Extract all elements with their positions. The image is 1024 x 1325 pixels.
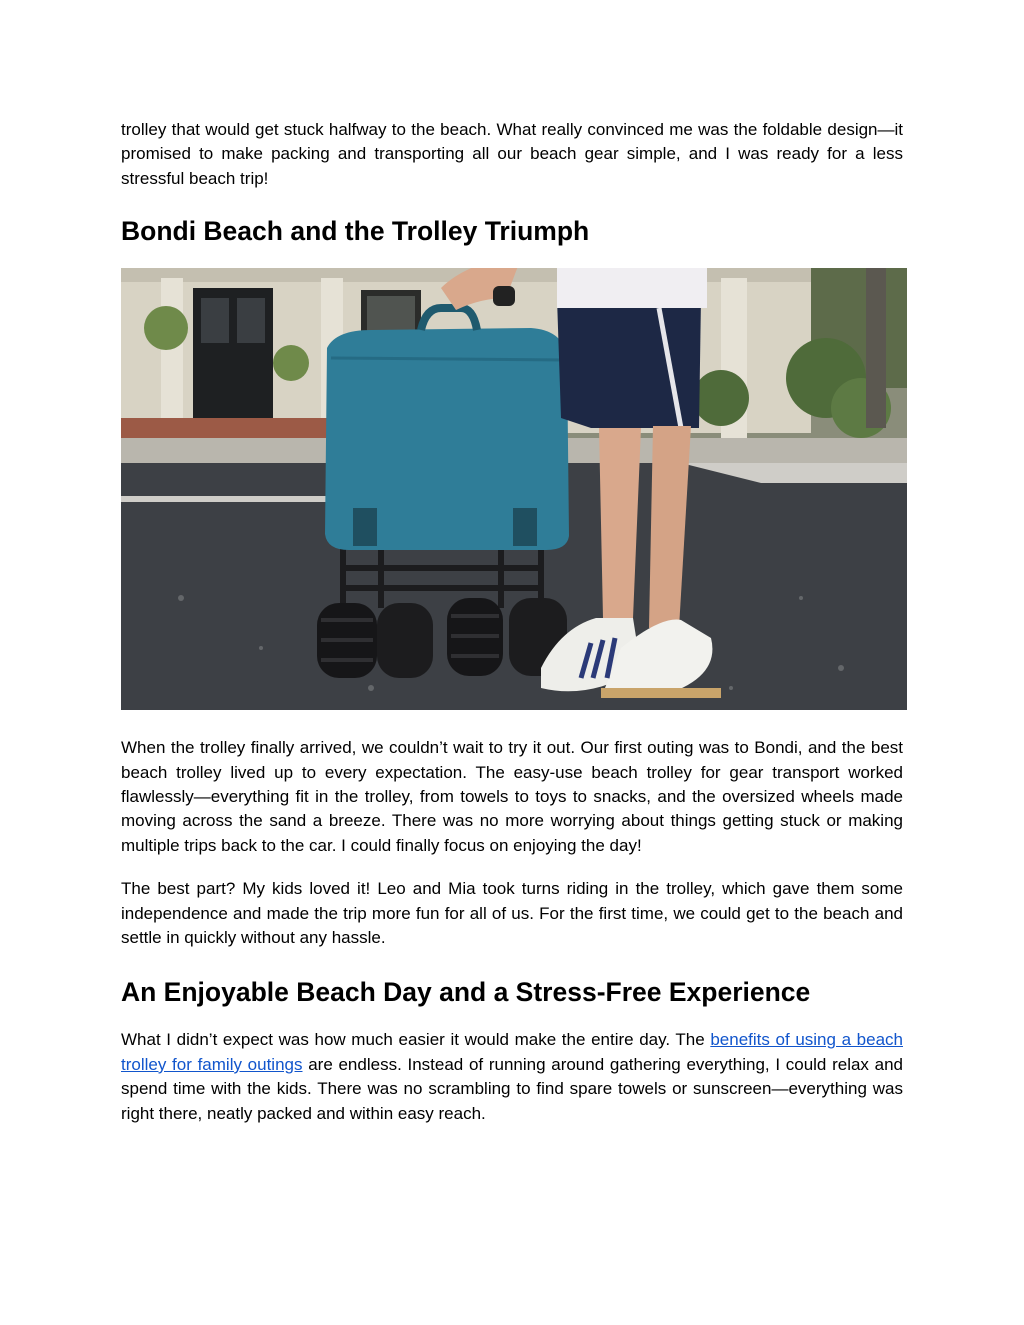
document-page [121,118,903,1126]
section-heading-enjoyable: An Enjoyable Beach Day and a Stress-Free Experience [121,977,811,1008]
enjoyable-paragraph-end: are endless. Instead of running around gathering everything, I could relax and spend time with the kids. There was no scrambling to find spare towels or sunscreen—everything was right there, neatly packed and within easy reach. [121,1054,903,1123]
trolley-photo [121,268,907,710]
intro-paragraph: trolley that would get stuck halfway to the beach. What really convinced me was the foldable design—it promised to make packing and transporting all our beach gear simple, and I was ready for a less stressful beach trip! [121,120,903,188]
enjoyable-paragraph-start: What I didn’t expect was how much easier it would make the entire day. The [121,1030,711,1050]
bondi-paragraph-2: The best part? My kids loved it! Leo and Mia took turns riding in the trolley, which gave them some independence and made the trip more fun for all of us. For the first time, we could get to the beach and settle in quickly without any hassle. [121,879,903,948]
section-heading-bondi: Bondi Beach and the Trolley Triumph [121,216,590,247]
enjoyable-paragraph [121,1028,903,1126]
bondi-paragraph-1: When the trolley finally arrived, we couldn’t wait to try it out. Our first outing was to Bondi, and the best beach trolley lived up to every expectation. The easy-use beach trolley for gear transport worked flawlessly—everything fit in the trolley, from towels to toys to snacks, and the oversized wheels made moving across the sand a breeze. There was no more worrying about things getting stuck or making multiple trips back to the car. I could finally focus on enjoying the day! [121,738,903,855]
benefits-link[interactable]: benefits of using a beach trolley for family outings [121,1030,903,1074]
